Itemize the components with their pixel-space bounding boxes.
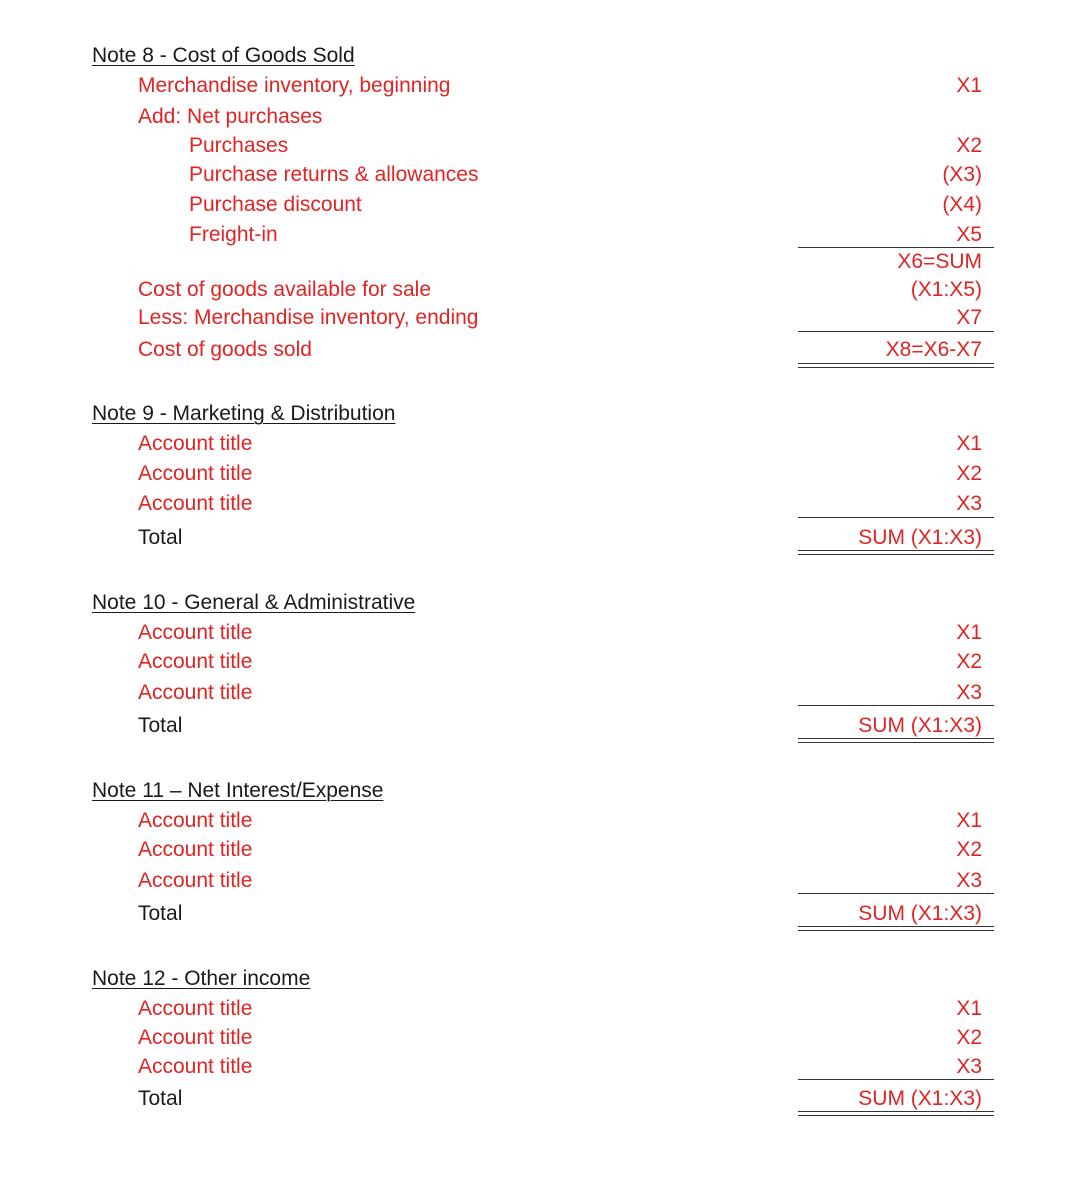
cogs-net-purchases-label: Add: Net purchases bbox=[138, 105, 323, 128]
note-11-row-label: Account title bbox=[138, 809, 253, 832]
note-10-row-amount: X1 bbox=[956, 621, 982, 644]
cogs-available-amount-line2: (X1:X5) bbox=[910, 278, 982, 301]
subtotal-rule bbox=[798, 331, 994, 332]
note-12-heading: Note 12 - Other income bbox=[92, 967, 311, 990]
cogs-purchase-discount-amount: (X4) bbox=[942, 193, 982, 216]
note-11-row-label: Account title bbox=[138, 869, 253, 892]
cogs-purchase-returns-amount: (X3) bbox=[942, 163, 982, 186]
note-12-row-amount: X3 bbox=[956, 1055, 982, 1078]
cogs-inventory-ending-amount: X7 bbox=[956, 306, 982, 329]
note-11-total-amount: SUM (X1:X3) bbox=[858, 902, 982, 925]
total-double-rule bbox=[798, 363, 994, 368]
total-double-rule bbox=[798, 926, 994, 931]
note-9-row-amount: X1 bbox=[956, 432, 982, 455]
note-11-row-label: Account title bbox=[138, 838, 253, 861]
note-10-row-label: Account title bbox=[138, 621, 253, 644]
note-10-total-amount: SUM (X1:X3) bbox=[858, 714, 982, 737]
note-9-row-label: Account title bbox=[138, 432, 253, 455]
note-11-row-amount: X2 bbox=[956, 838, 982, 861]
subtotal-rule bbox=[798, 893, 994, 894]
note-12-total-label: Total bbox=[138, 1087, 183, 1110]
cogs-purchases-amount: X2 bbox=[956, 134, 982, 157]
note-9-total-amount: SUM (X1:X3) bbox=[858, 526, 982, 549]
note-12-row-amount: X2 bbox=[956, 1026, 982, 1049]
note-10-row-label: Account title bbox=[138, 681, 253, 704]
note-10-row-amount: X2 bbox=[956, 650, 982, 673]
cogs-available-amount-line1: X6=SUM bbox=[897, 250, 982, 273]
cogs-freight-in-amount: X5 bbox=[956, 223, 982, 246]
cogs-available-label: Cost of goods available for sale bbox=[138, 278, 432, 301]
total-double-rule bbox=[798, 738, 994, 743]
note-10-total-label: Total bbox=[138, 714, 183, 737]
note-12-row-label: Account title bbox=[138, 1026, 253, 1049]
note-9-row-amount: X3 bbox=[956, 492, 982, 515]
cogs-inventory-beginning-amount: X1 bbox=[956, 74, 982, 97]
subtotal-rule bbox=[798, 247, 994, 248]
cogs-inventory-beginning-label: Merchandise inventory, beginning bbox=[138, 74, 451, 97]
subtotal-rule bbox=[798, 517, 994, 518]
cogs-freight-in-label: Freight-in bbox=[189, 223, 278, 246]
cogs-inventory-ending-label: Less: Merchandise inventory, ending bbox=[138, 306, 479, 329]
note-8-heading: Note 8 - Cost of Goods Sold bbox=[92, 44, 355, 67]
note-12-row-label: Account title bbox=[138, 997, 253, 1020]
note-11-total-label: Total bbox=[138, 902, 183, 925]
note-9-row-amount: X2 bbox=[956, 462, 982, 485]
cogs-total-label: Cost of goods sold bbox=[138, 338, 312, 361]
note-9-row-label: Account title bbox=[138, 492, 253, 515]
subtotal-rule bbox=[798, 705, 994, 706]
total-double-rule bbox=[798, 1111, 994, 1116]
cogs-purchase-discount-label: Purchase discount bbox=[189, 193, 362, 216]
note-9-heading: Note 9 - Marketing & Distribution bbox=[92, 402, 396, 425]
subtotal-rule bbox=[798, 1079, 994, 1080]
cogs-total-amount: X8=X6-X7 bbox=[885, 338, 982, 361]
note-11-row-amount: X3 bbox=[956, 869, 982, 892]
note-9-row-label: Account title bbox=[138, 462, 253, 485]
total-double-rule bbox=[798, 550, 994, 555]
note-12-row-amount: X1 bbox=[956, 997, 982, 1020]
cogs-purchase-returns-label: Purchase returns & allowances bbox=[189, 163, 479, 186]
note-10-row-label: Account title bbox=[138, 650, 253, 673]
note-11-row-amount: X1 bbox=[956, 809, 982, 832]
note-12-row-label: Account title bbox=[138, 1055, 253, 1078]
note-11-heading: Note 11 – Net Interest/Expense bbox=[92, 779, 384, 802]
note-9-total-label: Total bbox=[138, 526, 183, 549]
cogs-purchases-label: Purchases bbox=[189, 134, 289, 157]
note-12-total-amount: SUM (X1:X3) bbox=[858, 1087, 982, 1110]
note-10-row-amount: X3 bbox=[956, 681, 982, 704]
note-10-heading: Note 10 - General & Administrative bbox=[92, 591, 416, 614]
